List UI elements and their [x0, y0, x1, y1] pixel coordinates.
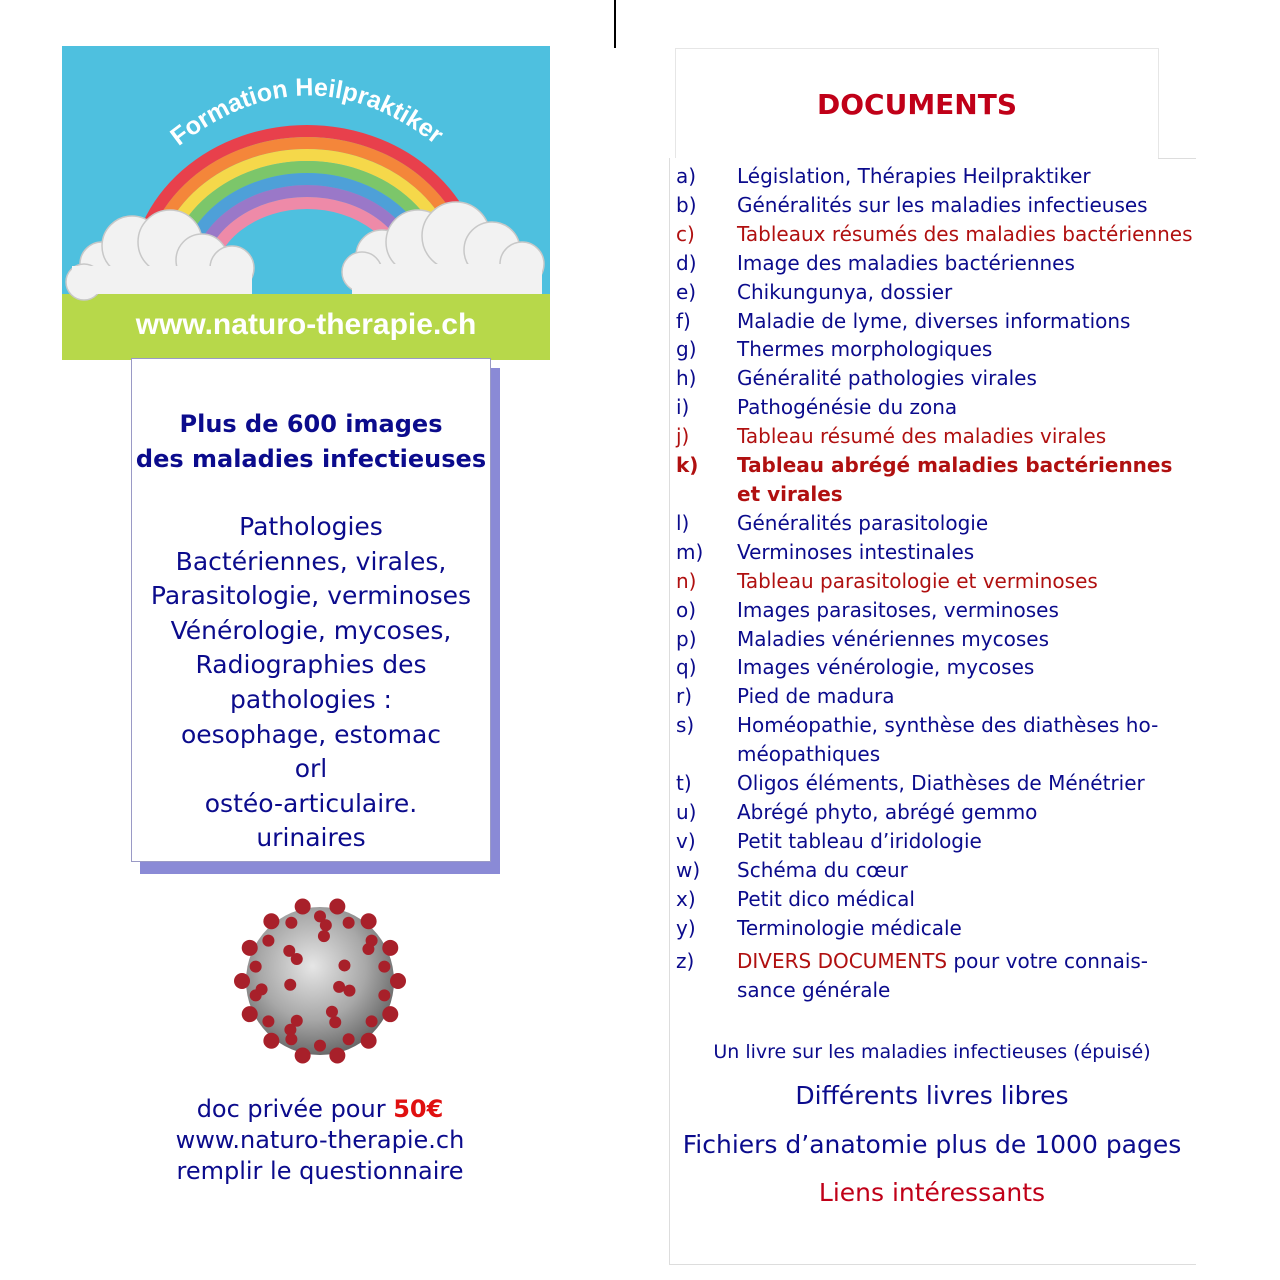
- item-key: u): [676, 799, 697, 824]
- item-text: Images vénérologie, mycoses: [737, 655, 1035, 680]
- virus-spike: [242, 1006, 258, 1022]
- virus-spike: [366, 1015, 378, 1027]
- info-pathologies: [132, 510, 490, 856]
- svg-text:Formation Heilpraktiker: [165, 73, 448, 151]
- item-text: Terminologie médicale: [737, 915, 962, 940]
- item-text: Généralité pathologies virales: [737, 366, 1037, 391]
- item-text: Pathogénésie du zona: [737, 395, 958, 420]
- virus-spike: [378, 961, 390, 973]
- banner-url: www.naturo-therapie.ch: [135, 308, 477, 341]
- item-key: a): [676, 164, 697, 188]
- arc-title: Formation Heilpraktiker: [165, 73, 449, 152]
- info-headline-2: des maladies infectieuses: [135, 445, 487, 473]
- item-text: Chikungunya, dossier: [737, 279, 953, 304]
- list-item[interactable]: [676, 364, 1196, 393]
- item-key: h): [676, 366, 697, 391]
- list-item[interactable]: [676, 856, 1196, 885]
- list-item[interactable]: [676, 278, 1196, 307]
- vertical-divider-line: [614, 0, 616, 48]
- item-key: p): [676, 626, 697, 651]
- virus-spike: [263, 1033, 279, 1049]
- item-text: Maladie de lyme, diverses informations: [737, 308, 1131, 333]
- item-text: Généralités parasitologie: [737, 510, 989, 535]
- list-item[interactable]: [676, 509, 1196, 538]
- virus-spike: [343, 1033, 355, 1045]
- price-amount: 50€: [393, 1095, 444, 1123]
- virus-spike: [262, 935, 274, 947]
- item-text: Pied de madura: [737, 684, 895, 709]
- anatomy-link[interactable]: Fichiers d’anatomie plus de 1000 pages: [682, 1130, 1182, 1159]
- price-questionnaire[interactable]: remplir le questionnaire: [176, 1157, 464, 1185]
- item-key: l): [676, 510, 690, 535]
- item-key: s): [676, 713, 695, 738]
- item-key: n): [676, 568, 697, 593]
- virus-spike: [284, 1024, 296, 1036]
- virus-spike: [382, 940, 398, 956]
- list-item[interactable]: [676, 567, 1196, 596]
- item-key: i): [676, 395, 690, 420]
- item-text: Généralités sur les maladies infectieuses: [737, 192, 1148, 217]
- list-item[interactable]: [676, 596, 1196, 625]
- virus-spike: [295, 1048, 311, 1064]
- item-text: [737, 947, 1196, 1005]
- virus-spike: [329, 1048, 345, 1064]
- virus-spike: [362, 943, 374, 955]
- virus-spike: [338, 959, 350, 971]
- item-key: z): [676, 949, 695, 974]
- virus-spike: [242, 940, 258, 956]
- virus-spike: [329, 1016, 341, 1028]
- price-line-1: [150, 1094, 490, 1125]
- list-item[interactable]: [676, 393, 1196, 422]
- virus-spike: [361, 1033, 377, 1049]
- info-line: orl: [294, 754, 328, 784]
- list-item[interactable]: [676, 827, 1196, 856]
- virus-spike: [361, 913, 377, 929]
- price-prefix: doc privée pour: [196, 1095, 394, 1123]
- item-text: Maladies vénériennes mycoses: [737, 626, 1049, 651]
- item-text: Image des maladies bactériennes: [737, 250, 1075, 275]
- item-key: g): [676, 337, 697, 362]
- item-text: Thermes morphologiques: [737, 337, 993, 362]
- list-item[interactable]: [676, 682, 1196, 711]
- item-key: o): [676, 597, 697, 622]
- item-key: x): [676, 886, 696, 911]
- virus-spike: [234, 973, 250, 989]
- list-item-divers[interactable]: [676, 947, 1196, 1005]
- virus-spike: [382, 1006, 398, 1022]
- info-line: oesophage, estomac: [180, 719, 442, 749]
- virus-spike: [318, 930, 330, 942]
- item-key: m): [676, 539, 704, 564]
- info-box: [131, 358, 491, 862]
- list-item[interactable]: [676, 653, 1196, 682]
- virus-spike: [262, 1015, 274, 1027]
- list-item[interactable]: [676, 307, 1196, 336]
- divers-label: DIVERS DOCUMENTS: [737, 949, 948, 974]
- item-key: e): [676, 279, 697, 304]
- list-item[interactable]: [676, 769, 1196, 798]
- documents-title: DOCUMENTS: [816, 88, 1018, 121]
- list-item[interactable]: [676, 191, 1196, 220]
- item-text: Législation, Thérapies Heilpraktiker: [737, 164, 1091, 188]
- virus-spike: [250, 961, 262, 973]
- list-item[interactable]: [676, 249, 1196, 278]
- book-link[interactable]: Un livre sur les maladies infectieuses (épuisé): [713, 1041, 1151, 1063]
- item-key: c): [676, 221, 695, 246]
- virus-spike: [378, 989, 390, 1001]
- list-item[interactable]: [676, 711, 1196, 769]
- virus-spike: [329, 898, 345, 914]
- virus-spike: [263, 913, 279, 929]
- virus-spike: [284, 979, 296, 991]
- price-block: [150, 1094, 490, 1187]
- virus-spike: [256, 983, 268, 995]
- virus-spike: [343, 985, 355, 997]
- item-text: Oligos éléments, Diathèses de Ménétrier: [737, 771, 1145, 796]
- list-item[interactable]: [676, 422, 1196, 451]
- item-text: Abrégé phyto, abrégé gemmo: [737, 799, 1038, 824]
- item-key: r): [676, 684, 693, 709]
- list-item[interactable]: [676, 914, 1196, 943]
- virus-spike: [285, 917, 297, 929]
- info-line: urinaires: [256, 823, 366, 853]
- item-text: Tableaux résumés des maladies bactériennes: [737, 221, 1193, 246]
- item-key: t): [676, 771, 692, 796]
- list-item[interactable]: [676, 798, 1196, 827]
- item-text: Homéopathie, synthèse des diathèses ho-méopathiques: [737, 713, 1159, 767]
- info-headline-1: Plus de 600 images: [179, 410, 443, 438]
- virus-spike: [283, 945, 295, 957]
- info-line: Vénérologie, mycoses,: [170, 615, 452, 645]
- info-line: Parasitologie, verminoses: [150, 581, 472, 611]
- info-line: Radiographies des: [195, 650, 427, 680]
- item-key: d): [676, 250, 697, 275]
- item-key: b): [676, 192, 697, 217]
- virus-spike: [333, 981, 345, 993]
- virus-spike: [390, 973, 406, 989]
- item-text: Petit dico médical: [737, 886, 915, 911]
- item-text: Tableau parasitologie et verminoses: [737, 568, 1098, 593]
- virus-spike: [295, 898, 311, 914]
- item-key: k): [676, 453, 699, 478]
- item-key: q): [676, 655, 697, 680]
- item-text: Verminoses intestinales: [737, 539, 975, 564]
- list-item[interactable]: [676, 162, 1196, 191]
- virus-spike: [314, 1040, 326, 1052]
- list-item[interactable]: [676, 335, 1196, 364]
- list-item[interactable]: [676, 220, 1196, 249]
- formation-banner[interactable]: [62, 46, 550, 360]
- item-text: Tableau résumé des maladies virales: [737, 424, 1107, 449]
- documents-list: [676, 162, 1196, 1005]
- list-item[interactable]: [676, 538, 1196, 567]
- item-key: w): [676, 857, 701, 882]
- list-item[interactable]: [676, 451, 1196, 509]
- virus-spike: [343, 917, 355, 929]
- item-key: v): [676, 828, 696, 853]
- item-text: Schéma du cœur: [737, 857, 908, 882]
- coronavirus-icon: [170, 881, 470, 1079]
- divers-rest: pour votre connais-sance générale: [737, 949, 1149, 1003]
- info-line: pathologies :: [230, 684, 392, 714]
- info-line: Pathologies: [239, 512, 383, 541]
- virus-spike: [320, 919, 332, 931]
- item-text: Petit tableau d’iridologie: [737, 828, 982, 853]
- virus-image: [170, 881, 470, 1079]
- item-text: Tableau abrégé maladies bactériennes et virales: [737, 453, 1173, 506]
- list-item[interactable]: [676, 885, 1196, 914]
- virus-spike: [326, 1006, 338, 1018]
- info-line: ostéo-articulaire.: [204, 788, 418, 818]
- free-books-link[interactable]: Différents livres libres: [795, 1081, 1069, 1110]
- interesting-links[interactable]: Liens intéressants: [818, 1178, 1046, 1207]
- price-url[interactable]: www.naturo-therapie.ch: [175, 1126, 465, 1154]
- item-text: Images parasitoses, verminoses: [737, 597, 1059, 622]
- info-headline: [132, 407, 490, 477]
- list-item[interactable]: [676, 625, 1196, 654]
- item-key: y): [676, 915, 696, 940]
- info-line: Bactériennes, virales,: [175, 546, 447, 576]
- item-key: f): [676, 308, 691, 333]
- item-key: j): [676, 424, 690, 449]
